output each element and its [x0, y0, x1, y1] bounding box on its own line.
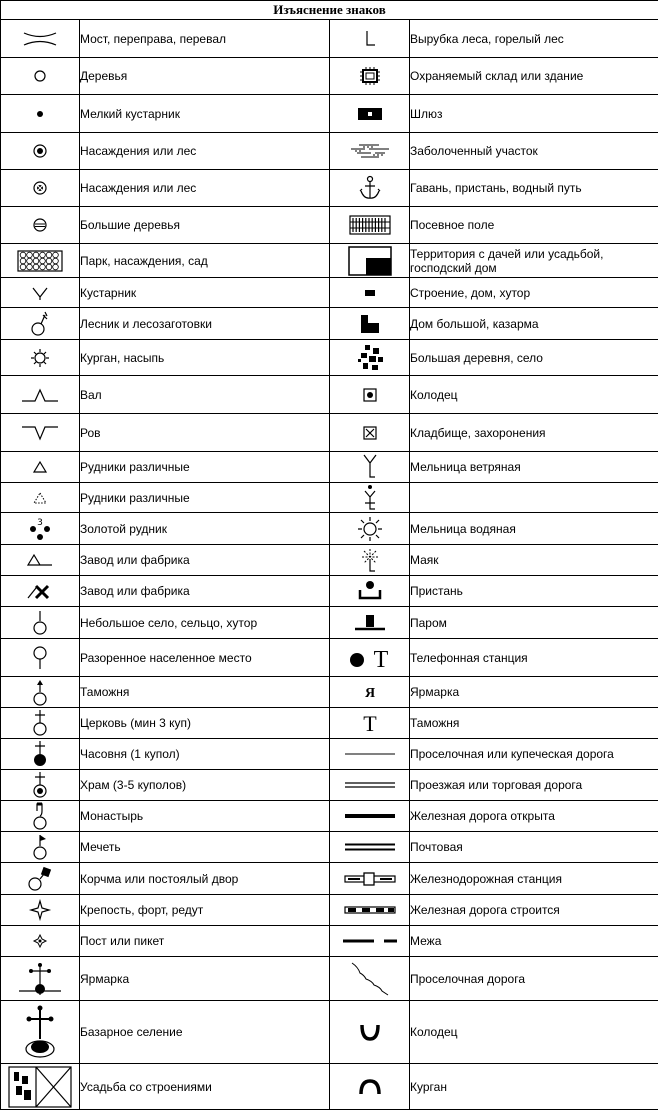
legend-label: Мельница водяная: [410, 513, 658, 545]
windmill-alt-icon: [330, 483, 410, 513]
legend-row: [1, 639, 658, 677]
church-icon: [1, 708, 80, 739]
legend-row: [1, 708, 658, 739]
legend-label: Почтовая: [410, 832, 658, 863]
legend-row: [1, 133, 658, 170]
legend-label: Проезжая или торговая дорога: [410, 770, 658, 801]
customs-letter-icon: [330, 708, 410, 739]
legend-row: [1, 452, 658, 483]
customs-arrow-icon: [1, 677, 80, 708]
fortress-icon: [1, 895, 80, 926]
legend-label: Маяк: [410, 545, 658, 576]
legend-row: [1, 895, 658, 926]
mosque-icon: [1, 832, 80, 863]
trade-road-icon: [330, 770, 410, 801]
monastery-icon: [1, 801, 80, 832]
legend-row: [1, 207, 658, 244]
legend-label: Курган, насыпь: [80, 340, 330, 376]
legend-row: [1, 58, 658, 95]
legend-label: Ярмарка: [80, 957, 330, 1001]
legend-label: Насаждения или лес: [80, 133, 330, 170]
well-arc-icon: [330, 1001, 410, 1064]
windmill-icon: [330, 452, 410, 483]
large-village-icon: [330, 340, 410, 376]
legend-row: [1, 739, 658, 770]
legend-row: [1, 170, 658, 207]
legend-label: Охраняемый склад или здание: [410, 58, 658, 95]
legend-label: Золотой рудник: [80, 513, 330, 545]
legend-label: Железная дорога строится: [410, 895, 658, 926]
legend-label: Ров: [80, 414, 330, 452]
legend-label: Рудники различные: [80, 483, 330, 513]
legend-label: Мечеть: [80, 832, 330, 863]
legend-label: Колодец: [410, 376, 658, 414]
factory-icon: [1, 545, 80, 576]
legend-label: Деревья: [80, 58, 330, 95]
legend-label: Церковь (мин 3 куп): [80, 708, 330, 739]
factory-alt-icon: [1, 576, 80, 607]
legend-label: Шлюз: [410, 95, 658, 133]
railway-station-icon: [330, 863, 410, 895]
legend-row: [1, 376, 658, 414]
legend-row: [1, 770, 658, 801]
guarded-warehouse-icon: [330, 58, 410, 95]
watermill-icon: [330, 513, 410, 545]
legend-row: [1, 308, 658, 340]
legend-label: Заболоченный участок: [410, 133, 658, 170]
small-shrub-icon: [1, 95, 80, 133]
legend-label: Большая деревня, село: [410, 340, 658, 376]
legend-label: Курган: [410, 1064, 658, 1110]
legend-label: Проселочная дорога: [410, 957, 658, 1001]
chapel-icon: [1, 739, 80, 770]
legend-row: [1, 926, 658, 957]
legend-label: Большие деревья: [80, 207, 330, 244]
legend-label: Строение, дом, хутор: [410, 278, 658, 308]
legend-label: Завод или фабрика: [80, 576, 330, 607]
logging-icon: [330, 20, 410, 58]
small-village-icon: [1, 607, 80, 639]
legend-label: Рудники различные: [80, 452, 330, 483]
plantation-icon: [1, 133, 80, 170]
legend-label: Мельница ветряная: [410, 452, 658, 483]
legend-row: [1, 863, 658, 895]
legend-label: Парк, насаждения, сад: [80, 244, 330, 278]
legend-row: [1, 801, 658, 832]
lighthouse-icon: [330, 545, 410, 576]
swamp-icon: [330, 133, 410, 170]
ferry-icon: [330, 607, 410, 639]
anchor-icon: [330, 170, 410, 207]
park-icon: [1, 244, 80, 278]
boundary-icon: [330, 926, 410, 957]
legend-row: [1, 1001, 658, 1064]
legend-label: Железная дорога открыта: [410, 801, 658, 832]
legend-row: [1, 414, 658, 452]
large-tree-icon: [1, 207, 80, 244]
legend-row: [1, 576, 658, 607]
gold-mine-icon: [1, 513, 80, 545]
legend-label: Вырубка леса, горелый лес: [410, 20, 658, 58]
barrow-icon: [330, 1064, 410, 1110]
mine-dotted-icon: [1, 483, 80, 513]
market-village-icon: [1, 1001, 80, 1064]
legend-label: Корчма или постоялый двор: [80, 863, 330, 895]
svg-text:T: T: [362, 711, 377, 736]
legend-label: Гавань, пристань, водный путь: [410, 170, 658, 207]
legend-label: Насаждения или лес: [80, 170, 330, 207]
tree-icon: [1, 58, 80, 95]
legend-label: Ярмарка: [410, 677, 658, 708]
tavern-icon: [1, 863, 80, 895]
rampart-icon: [1, 376, 80, 414]
telephone-station-icon: [330, 639, 410, 677]
legend-row: [1, 545, 658, 576]
mound-icon: [1, 340, 80, 376]
manor-icon: [1, 1064, 80, 1110]
ditch-icon: [1, 414, 80, 452]
legend-label: Посевное поле: [410, 207, 658, 244]
legend-row: [1, 20, 658, 58]
railway-open-icon: [330, 801, 410, 832]
legend-label: Таможня: [80, 677, 330, 708]
fair-icon: [1, 957, 80, 1001]
legend-label: Мелкий кустарник: [80, 95, 330, 133]
lock-gate-icon: [330, 95, 410, 133]
legend-label: Пост или пикет: [80, 926, 330, 957]
svg-text:3: 3: [37, 517, 43, 528]
svg-text:T: T: [373, 646, 388, 673]
mine-icon: [1, 452, 80, 483]
legend-title: Изъяснение знаков: [1, 1, 658, 20]
legend-label: Колодец: [410, 1001, 658, 1064]
pier-icon: [330, 576, 410, 607]
legend-label: Разоренное населенное место: [80, 639, 330, 677]
postal-road-icon: [330, 832, 410, 863]
legend-row: [1, 483, 658, 513]
legend-label: Небольшое село, сельцо, хутор: [80, 607, 330, 639]
shrub-icon: [1, 278, 80, 308]
legend-label: Проселочная или купеческая дорога: [410, 739, 658, 770]
fair-letter-icon: [330, 677, 410, 708]
legend-label: Кладбище, захоронения: [410, 414, 658, 452]
legend-label: Таможня: [410, 708, 658, 739]
legend-label: Вал: [80, 376, 330, 414]
temple-icon: [1, 770, 80, 801]
legend-row: [1, 832, 658, 863]
estate-territory-icon: [330, 244, 410, 278]
sown-field-icon: [330, 207, 410, 244]
legend-label: Крепость, форт, редут: [80, 895, 330, 926]
well-icon: [330, 376, 410, 414]
legend-label: Мост, переправа, перевал: [80, 20, 330, 58]
legend-label: Железнодорожная станция: [410, 863, 658, 895]
legend-label: Телефонная станция: [410, 639, 658, 677]
legend-label: Территория с дачей или усадьбой, господский дом: [410, 244, 658, 278]
post-icon: [1, 926, 80, 957]
legend-label: Монастырь: [80, 801, 330, 832]
forester-icon: [1, 308, 80, 340]
dirt-road-icon: [330, 957, 410, 1001]
legend-row: [1, 244, 658, 278]
legend-label: Часовня (1 купол): [80, 739, 330, 770]
legend-label: Кустарник: [80, 278, 330, 308]
legend-label: Храм (3-5 куполов): [80, 770, 330, 801]
legend-row: [1, 513, 658, 545]
large-house-icon: [330, 308, 410, 340]
legend-row: [1, 957, 658, 1001]
legend-label: Межа: [410, 926, 658, 957]
legend-row: [1, 95, 658, 133]
legend-label: Усадьба со строениями: [80, 1064, 330, 1110]
bridge-icon: [1, 20, 80, 58]
country-road-icon: [330, 739, 410, 770]
legend-label: [410, 483, 658, 513]
legend-label: Базарное селение: [80, 1001, 330, 1064]
legend-row: [1, 278, 658, 308]
svg-text:Я: Я: [364, 686, 375, 701]
legend-label: Дом большой, казарма: [410, 308, 658, 340]
legend-row: [1, 340, 658, 376]
legend-row: [1, 1064, 658, 1110]
railway-construction-icon: [330, 895, 410, 926]
cemetery-icon: [330, 414, 410, 452]
building-icon: [330, 278, 410, 308]
legend-label: Паром: [410, 607, 658, 639]
forest-icon: [1, 170, 80, 207]
legend-label: Завод или фабрика: [80, 545, 330, 576]
legend-label: Лесник и лесозаготовки: [80, 308, 330, 340]
legend-label: Пристань: [410, 576, 658, 607]
legend-row: [1, 607, 658, 639]
legend-row: [1, 677, 658, 708]
ruined-settlement-icon: [1, 639, 80, 677]
